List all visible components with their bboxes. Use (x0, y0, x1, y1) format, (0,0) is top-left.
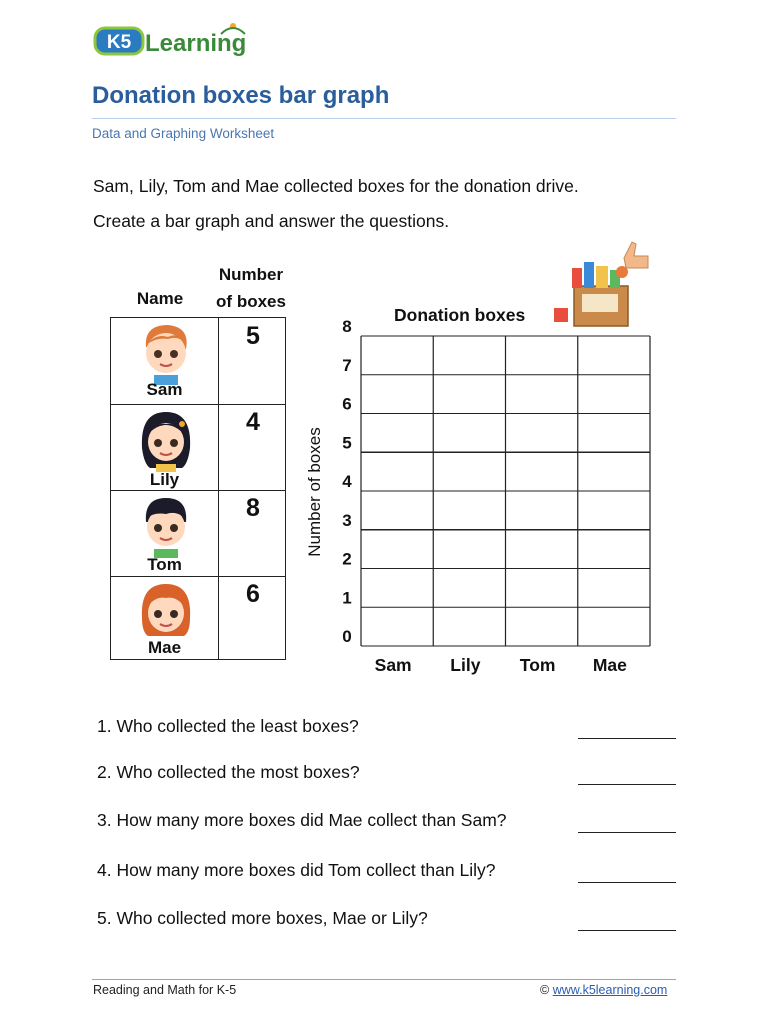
y-tick-5: 5 (342, 433, 352, 453)
logo-word-text: Learning (145, 30, 247, 57)
table-row-boxes-mae: 6 (246, 580, 260, 608)
answer-blank-3[interactable] (578, 832, 676, 833)
table-header-number-line1: Number (218, 265, 284, 284)
intro-line-1: Sam, Lily, Tom and Mae collected boxes for the donation drive. (93, 176, 579, 196)
question-1: 1. Who collected the least boxes? (97, 716, 359, 736)
table-header-number-line2: of boxes (216, 292, 286, 311)
bar-graph-grid (320, 320, 670, 680)
table-row-boxes-lily: 4 (246, 408, 260, 436)
table-row-name-lily: Lily (149, 470, 180, 489)
answer-blank-2[interactable] (578, 784, 676, 785)
y-tick-6: 6 (342, 394, 352, 414)
intro-line-2: Create a bar graph and answer the questions. (93, 211, 450, 231)
x-category-lily: Lily (450, 655, 481, 675)
answer-blank-5[interactable] (578, 930, 676, 931)
y-tick-0: 0 (342, 627, 352, 646)
y-tick-2: 2 (342, 549, 352, 569)
mae-avatar (136, 580, 196, 644)
answer-blank-1[interactable] (578, 738, 676, 739)
question-4: 4. How many more boxes did Tom collect than Lily? (97, 860, 496, 880)
y-tick-7: 7 (342, 355, 352, 375)
table-row-name-tom: Tom (147, 555, 182, 574)
k5-learning-logo (93, 20, 263, 60)
lily-avatar (136, 408, 196, 472)
copyright-symbol: © (540, 983, 550, 997)
footer-tagline: Reading and Math for K-5 (93, 983, 237, 997)
footer-divider (92, 979, 676, 980)
logo-k5-text: K5 (106, 32, 132, 53)
y-tick-1: 1 (342, 588, 352, 608)
question-2: 2. Who collected the most boxes? (97, 762, 360, 782)
title-divider (92, 118, 676, 119)
table-row-boxes-tom: 8 (246, 494, 260, 522)
page-title: Donation boxes bar graph (92, 82, 390, 109)
k5-website-link[interactable]: www.k5learning.com (552, 983, 668, 997)
question-5: 5. Who collected more boxes, Mae or Lily? (97, 908, 428, 928)
answer-blank-4[interactable] (578, 882, 676, 883)
chart-y-axis-label: Number of boxes (305, 427, 324, 557)
question-3: 3. How many more boxes did Mae collect than Sam? (97, 810, 507, 830)
data-table (110, 317, 286, 660)
table-row-name-sam: Sam (146, 380, 183, 399)
x-category-mae: Mae (592, 655, 627, 675)
sam-avatar (136, 321, 196, 385)
x-category-sam: Sam (374, 655, 412, 675)
table-row-name-mae: Mae (147, 638, 182, 657)
y-tick-8: 8 (342, 320, 352, 336)
y-tick-4: 4 (342, 472, 352, 491)
donation-box-illustration (552, 238, 652, 330)
y-tick-3: 3 (342, 510, 352, 530)
page-subtitle: Data and Graphing Worksheet (92, 126, 275, 141)
table-row-boxes-sam: 5 (246, 322, 260, 350)
footer-link-block (540, 983, 667, 997)
tom-avatar (136, 494, 196, 558)
table-header-name: Name (136, 289, 184, 308)
chart-title: Donation boxes (394, 305, 526, 325)
x-category-tom: Tom (519, 655, 556, 675)
